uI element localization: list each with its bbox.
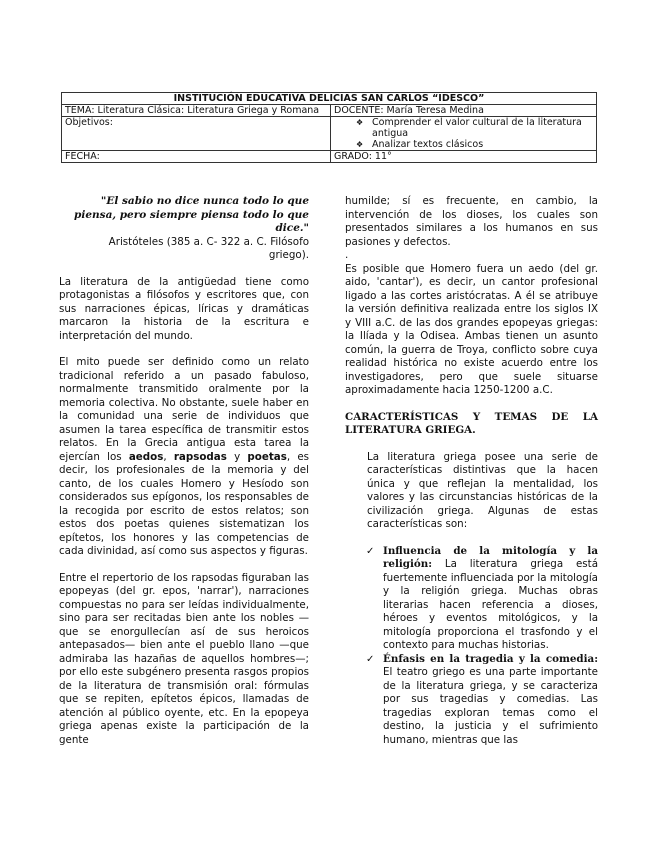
section-heading: CARACTERÍSTICAS Y TEMAS DE LA LITERATURA GRIEGA. xyxy=(345,410,598,436)
separator-dot: . xyxy=(345,249,349,261)
epigraph xyxy=(59,195,309,263)
paragraph: La literatura de la antigüedad tiene como protagonistas a filósofos y escritores que, con sus narraciones épicas, líricas y dramáticas marcaron la historia de la escritura e interpretación del mundo. xyxy=(59,275,309,342)
paragraph: humilde; sí es frecuente, en cambio, la intervención de los dioses, los cuales son presentados similares a los humanos en sus pasiones y defectos. xyxy=(345,195,598,248)
characteristics-list xyxy=(345,545,598,748)
objetivo-item: ❖ Comprender el valor cultural de la literatura antigua xyxy=(356,117,593,139)
section-intro: La literatura griega posee una serie de características distintivas que la hacen única y que reflejan la mentalidad, los valores y las circunstancias históricas de la civilización griega. Algunas de estas características son: xyxy=(367,450,598,530)
objetivo-item: ❖ Analizar textos clásicos xyxy=(356,139,593,150)
epigraph-quote: "El sabio no dice nunca todo lo que piensa, pero siempre piensa todo lo que dice." xyxy=(74,195,309,234)
paragraph: Entre el repertorio de los rapsodas figuraban las epopeyas (del gr. epos, 'narrar'), narraciones compuestas no para ser leídas individualmente, sino para ser recitadas bien ante los nobles —que se enorgullecían así de sus heroicos antepasados— bien ante el pueblo llano —que admiraba las hazañas de aquellos hombres—; por ello este subgénero presenta rasgos propios de la literatura de transmisión oral: fórmulas que se repiten, epítetos épicos, llamadas de atención al público oyente, etc. En la epopeya griega apenas existe la participación de la gente xyxy=(59,571,309,746)
term-poetas: poetas xyxy=(247,450,287,463)
list-item: ✓ Énfasis en la tragedia y la comedia: El teatro griego es una parte importante de la literatura griega, y se caracteriza por sus tragedias y comedias. Las tragedias exploran temas como el destino, la justicia y el sufrimiento humano, mientras que las xyxy=(383,653,598,748)
institution-title: INSTITUCIÓN EDUCATIVA DELICIAS SAN CARLOS “IDESCO” xyxy=(62,93,597,105)
left-column xyxy=(59,195,309,747)
list-item: ✓ Influencia de la mitología y la religión: La literatura griega está fuertemente influenciada por la mitología y la religión griega. Muchas obras literarias hacen referencia a dioses, héroes y eventos mitológicos, y la mitología proporciona el trasfondo y el contexto para muchas historias. xyxy=(383,545,598,653)
term-aedos: aedos xyxy=(128,450,164,463)
grado-cell: GRADO: 11° xyxy=(331,151,597,163)
right-column xyxy=(345,195,598,747)
fecha-cell: FECHA: xyxy=(62,151,331,163)
paragraph: Es posible que Homero fuera un aedo (del gr. aido, 'cantar'), es decir, un cantor profesional ligado a las cortes aristócratas. A él se atribuye la versión definitiva realizada entre los siglos IX y VIII a.C. de las dos grandes epopeyas griegas: la Ilíada y la Odisea. Ambas tienen un asunto común, la guerra de Troya, conflicto sobre cuya realidad histórica no existe acuerdo entre los investigadores, pero que suele situarse aproximadamente hacia 1250-1200 a.C. xyxy=(345,262,598,396)
objetivos-cell xyxy=(331,117,597,151)
epigraph-author: Aristóteles (385 a. C- 322 a. C. Filósofo griego). xyxy=(108,235,309,261)
objetivos-label: Objetivos: xyxy=(62,117,331,151)
header-table xyxy=(61,92,597,163)
paragraph-mito: El mito puede ser definido como un relato tradicional referido a un pasado fabuloso, normalmente transmitido oralmente por la memoria colectiva. No obstante, suele haber en la comunidad una serie de individuos que asumen la tarea específica de transmitir estos relatos. En la Grecia antigua esta tarea la ejercían los aedos, rapsodas y poetas, es decir, los profesionales de la memoria y del canto, de los cuales Homero y Hesíodo son considerados sus epígonos, los responsables de la recogida por escrito de estos relatos; son estos dos poetas quienes sistematizan los epítetos, los honores y las competencias de cada divinidad, así como sus aspectos y figuras. xyxy=(59,356,310,557)
docente-cell: DOCENTE: María Teresa Medina xyxy=(331,105,597,117)
tema-cell: TEMA: Literatura Clásica: Literatura Griega y Romana xyxy=(62,105,331,117)
term-rapsodas: rapsodas xyxy=(173,450,227,463)
